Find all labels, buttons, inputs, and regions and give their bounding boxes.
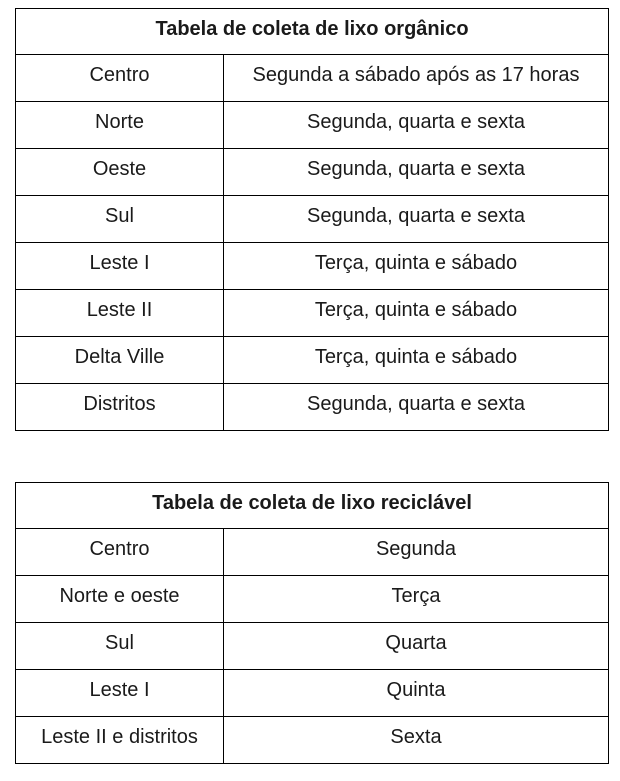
- collection-day-cell: Sexta: [224, 717, 609, 764]
- collection-days-cell: Segunda a sábado após as 17 horas: [224, 55, 609, 102]
- collection-days-cell: Segunda, quarta e sexta: [224, 196, 609, 243]
- table-row: [16, 243, 609, 290]
- region-cell: Delta Ville: [16, 337, 224, 384]
- collection-days-cell: Terça, quinta e sábado: [224, 243, 609, 290]
- table-row: [16, 337, 609, 384]
- region-cell: Leste II e distritos: [16, 717, 224, 764]
- region-cell: Centro: [16, 55, 224, 102]
- table-row: [16, 102, 609, 149]
- collection-days-cell: Segunda, quarta e sexta: [224, 384, 609, 431]
- table-row: [16, 670, 609, 717]
- region-cell: Norte e oeste: [16, 576, 224, 623]
- table-row: [16, 717, 609, 764]
- region-cell: Distritos: [16, 384, 224, 431]
- region-cell: Leste I: [16, 670, 224, 717]
- region-cell: Leste I: [16, 243, 224, 290]
- region-cell: Sul: [16, 196, 224, 243]
- collection-days-cell: Terça, quinta e sábado: [224, 337, 609, 384]
- table-row: [16, 384, 609, 431]
- collection-days-cell: Terça, quinta e sábado: [224, 290, 609, 337]
- table-row: [16, 55, 609, 102]
- table-row: [16, 149, 609, 196]
- recyclable-waste-table: [15, 482, 609, 764]
- region-cell: Centro: [16, 529, 224, 576]
- organic-waste-table: [15, 8, 609, 431]
- collection-days-cell: Segunda, quarta e sexta: [224, 149, 609, 196]
- table-row: [16, 290, 609, 337]
- collection-days-cell: Segunda, quarta e sexta: [224, 102, 609, 149]
- table-header-row: [16, 9, 609, 55]
- region-cell: Oeste: [16, 149, 224, 196]
- collection-day-cell: Terça: [224, 576, 609, 623]
- region-cell: Sul: [16, 623, 224, 670]
- table-row: [16, 196, 609, 243]
- collection-day-cell: Quinta: [224, 670, 609, 717]
- table-header-row: [16, 483, 609, 529]
- region-cell: Norte: [16, 102, 224, 149]
- table-row: [16, 576, 609, 623]
- organic-table-title: Tabela de coleta de lixo orgânico: [16, 9, 609, 55]
- region-cell: Leste II: [16, 290, 224, 337]
- collection-day-cell: Segunda: [224, 529, 609, 576]
- recyclable-table-title: Tabela de coleta de lixo reciclável: [16, 483, 609, 529]
- table-row: [16, 529, 609, 576]
- table-row: [16, 623, 609, 670]
- collection-day-cell: Quarta: [224, 623, 609, 670]
